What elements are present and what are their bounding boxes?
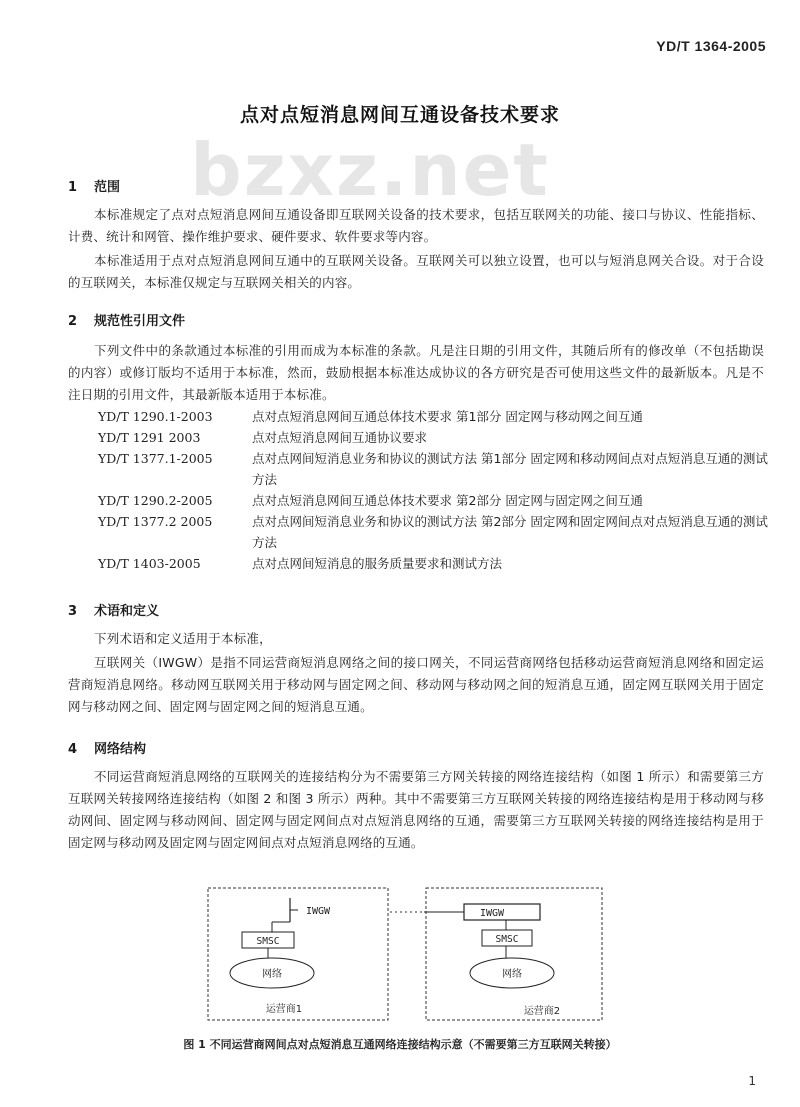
section-3-paragraph-2: 互联网关（IWGW）是指不同运营商短消息网络之间的接口网关，不同运营商网络包括移动运营商短消息网络和固定运营商短消息网络。移动网互联网关用于移动网与固定网之间、移动网与移动网之间的短消息互通，固定网互联网关用于固定网与移动网之间、固定网与固定网之间的短消息互通。 (68, 655, 764, 714)
reference-item (98, 511, 768, 553)
left-iwgw-label: IWGW (306, 906, 331, 917)
figure-caption: 图 1 不同运营商网间点对点短消息互通网络连接结构示意（不需要第三方互联网关转接） (183, 1038, 617, 1051)
section-4-paragraph-1: 不同运营商短消息网络的互联网关的连接结构分为不需要第三方网关转接的网络连接结构（如图 1 所示）和需要第三方互联网关转接网络连接结构（如图 2 和图 3 所示）两种。其中不需要第三方互联网关转接的网络连接结构是用于移动网与移动网间、固定网与移动网间、固定网与固定网间点对点短消息网络的互通，需要第三方互联网关转接的网络连接结构是用于固定网与移动网及固定网与固定网间点对点短消息网络的互通。 (68, 769, 764, 850)
section-1-heading (68, 176, 120, 195)
right-iwgw-label: IWGW (479, 908, 505, 919)
section-title: 规范性引用文件 (94, 314, 186, 329)
reference-list (98, 406, 768, 574)
section-number: 3 (68, 604, 78, 619)
operator-1-label: 运营商1 (265, 1004, 303, 1015)
section-2-paragraph-1: 下列文件中的条款通过本标准的引用而成为本标准的条款。凡是注日期的引用文件，其随后所有的修改单（不包括勘误的内容）或修订版均不适用于本标准，然而，鼓励根据本标准达成协议的各方研究是否可使用这些文件的最新版本。凡是不注日期的引用文件，其最新版本适用于本标准。 (68, 343, 764, 402)
standard-code: YD/T 1364-2005 (656, 38, 766, 54)
reference-code: YD/T 1377.1-2005 (98, 451, 213, 466)
section-title: 网络结构 (94, 742, 147, 757)
left-smsc-label: SMSC (256, 936, 280, 947)
document-title: 点对点短消息网间互通设备技术要求 (239, 104, 560, 126)
reference-item (98, 490, 768, 511)
reference-name: 点对点短消息网间互通总体技术要求 第2部分 固定网与固定网之间互通 (252, 493, 643, 508)
operator-2-label: 运营商2 (523, 1006, 561, 1017)
section-title: 术语和定义 (94, 604, 160, 619)
section-2-heading (68, 310, 185, 329)
reference-code: YD/T 1403-2005 (98, 556, 201, 571)
reference-name: 点对点网间短消息业务和协议的测试方法 第1部分 固定网和移动网间点对点短消息互通的测试方法 (252, 451, 768, 487)
watermark: bzxz.net (190, 128, 550, 212)
page-number: 1 (748, 1074, 756, 1088)
section-number: 1 (68, 180, 78, 195)
section-1-paragraph-1: 本标准规定了点对点短消息网间互通设备即互联网关设备的技术要求，包括互联网关的功能、接口与协议、性能指标、计费、统计和网管、操作维护要求、硬件要求、软件要求等内容。 (68, 207, 764, 244)
reference-name: 点对点网间短消息的服务质量要求和测试方法 (252, 556, 503, 571)
reference-code: YD/T 1290.1-2003 (98, 409, 213, 424)
reference-item (98, 427, 768, 448)
section-title: 范围 (94, 180, 121, 195)
operator-1-frame (208, 888, 388, 1020)
section-number: 2 (68, 314, 78, 329)
reference-code: YD/T 1291 2003 (98, 430, 201, 445)
reference-item (98, 448, 768, 490)
reference-name: 点对点短消息网间互通协议要求 (252, 430, 428, 445)
section-3-paragraph-1: 下列术语和定义适用于本标准， (94, 631, 272, 646)
reference-item (98, 553, 768, 574)
operator-2-frame (426, 888, 602, 1020)
section-1-paragraph-2: 本标准适用于点对点短消息网间互通中的互联网关设备。互联网关可以独立设置，也可以与短消息网关合设。对于合设的互联网关，本标准仅规定与互联网关相关的内容。 (68, 253, 764, 290)
right-network-label: 网络 (502, 969, 522, 980)
left-network-label: 网络 (262, 969, 282, 980)
section-3-heading (68, 600, 159, 619)
right-smsc-label: SMSC (495, 934, 519, 945)
reference-code: YD/T 1290.2-2005 (98, 493, 213, 508)
section-4-heading (68, 738, 146, 757)
reference-name: 点对点网间短消息业务和协议的测试方法 第2部分 固定网和固定网间点对点短消息互通的测试方法 (252, 514, 768, 550)
reference-code: YD/T 1377.2 2005 (98, 514, 213, 529)
section-number: 4 (68, 742, 78, 757)
reference-name: 点对点短消息网间互通总体技术要求 第1部分 固定网与移动网之间互通 (252, 409, 643, 424)
reference-item (98, 406, 768, 427)
network-diagram (206, 884, 604, 1024)
